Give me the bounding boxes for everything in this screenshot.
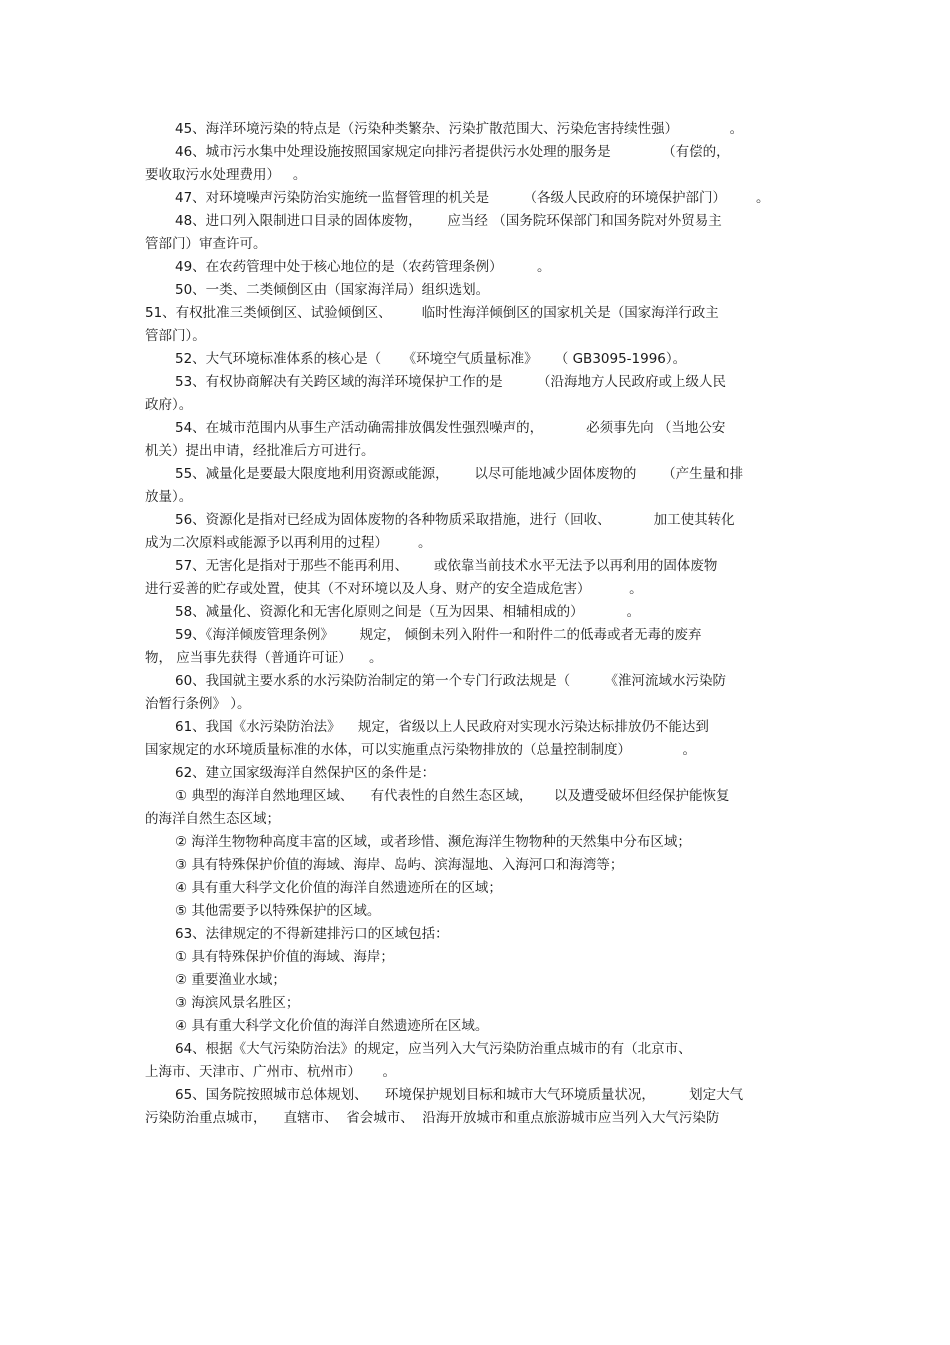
text-line: 管部门）审查许可。 (145, 236, 267, 252)
text-line: 57、无害化是指对于那些不能再利用、 或依靠当前技术水平无法予以再利用的固体废物 (175, 558, 718, 574)
text-line: 54、在城市范围内从事生产活动确需排放偶发性强烈噪声的， 必须事先向 （当地公安 (175, 420, 726, 436)
text-line: 上海市、天津市、广州市、杭州市） 。 (145, 1064, 396, 1080)
text-line: 51、有权批准三类倾倒区、试验倾倒区、 临时性海洋倾倒区的国家机关是（国家海洋行政主 (145, 305, 719, 321)
text-line: 64、根据《大气污染防治法》的规定，应当列入大气污染防治重点城市的有（北京市、 (175, 1041, 692, 1057)
text-line: 管部门）。 (145, 328, 206, 344)
text-line: 47、对环境噪声污染防治实施统一监督管理的机关是 （各级人民政府的环境保护部门） 。 (175, 190, 770, 206)
text-line: 56、资源化是指对已经成为固体废物的各种物质采取措施，进行（回收、 加工使其转化 (175, 512, 735, 528)
text-line: 58、减量化、资源化和无害化原则之间是（互为因果、相辅相成的） 。 (175, 604, 641, 620)
document-body (145, 118, 810, 1130)
text-line: ④ 具有重大科学文化价值的海洋自然遗迹所在的区域； (175, 880, 502, 896)
text-line: 62、建立国家级海洋自然保护区的条件是： (175, 765, 436, 781)
text-line: 治暂行条例》 ）。 (145, 696, 251, 712)
text-line: 机关）提出申请，经批准后方可进行。 (145, 443, 375, 459)
text-line: 污染防治重点城市， 直辖市、 省会城市、 沿海开放城市和重点旅游城市应当列入大气污染防 (145, 1110, 720, 1126)
text-line: 59、《海洋倾废管理条例》 规定， 倾倒未列入附件一和附件二的低毒或者无毒的废弃 (175, 627, 702, 643)
text-line: 49、在农药管理中处于核心地位的是（农药管理条例） 。 (175, 259, 551, 275)
text-line: 53、有权协商解决有关跨区域的海洋环境保护工作的是 （沿海地方人民政府或上级人民 (175, 374, 727, 390)
text-line: ③ 海滨风景名胜区； (175, 995, 300, 1011)
text-line: 放量）。 (145, 489, 193, 505)
text-line: 63、法律规定的不得新建排污口的区域包括： (175, 926, 449, 942)
text-line: 50、一类、二类倾倒区由（国家海洋局）组织选划。 (175, 282, 490, 298)
text-line: ① 具有特殊保护价值的海域、海岸； (175, 949, 394, 965)
text-line: 46、城市污水集中处理设施按照国家规定向排污者提供污水处理的服务是 （有偿的， (175, 144, 730, 160)
text-line: 的海洋自然生态区域； (145, 811, 280, 827)
text-line: 61、我国《水污染防治法》 规定，省级以上人民政府对实现水污染达标排放仍不能达到 (175, 719, 709, 735)
text-line: ① 典型的海洋自然地理区域、 有代表性的自然生态区域， 以及遭受破坏但经保护能恢复 (175, 788, 730, 804)
text-line: ⑤ 其他需要予以特殊保护的区域。 (175, 903, 381, 919)
text-line: 进行妥善的贮存或处置，使其（不对环境以及人身、财产的安全造成危害） 。 (145, 581, 643, 597)
text-line: ② 海洋生物物种高度丰富的区域，或者珍惜、濒危海洋生物物种的天然集中分布区域； (175, 834, 691, 850)
text-line: 52、大气环境标准体系的核心是（ 《环境空气质量标准》 （ GB3095-1996）。 (175, 351, 687, 367)
text-line: ② 重要渔业水域； (175, 972, 286, 988)
text-line: 45、海洋环境污染的特点是（污染种类繁杂、污染扩散范围大、污染危害持续性强） 。 (175, 121, 744, 137)
text-line: 48、进口列入限制进口目录的固体废物， 应当经 （国务院环保部门和国务院对外贸易主 (175, 213, 722, 229)
text-line: 成为二次原料或能源予以再利用的过程） 。 (145, 535, 432, 551)
text-line: 55、减量化是要最大限度地利用资源或能源， 以尽可能地减少固体废物的 （产生量和排 (175, 466, 744, 482)
text-line: ④ 具有重大科学文化价值的海洋自然遗迹所在区域。 (175, 1018, 489, 1034)
text-line: 60、我国就主要水系的水污染防治制定的第一个专门行政法规是（ 《淮河流域水污染防 (175, 673, 727, 689)
text-line: 65、国务院按照城市总体规划、 环境保护规划目标和城市大气环境质量状况， 划定大气 (175, 1087, 744, 1103)
text-line: 政府）。 (145, 397, 193, 413)
text-line: ③ 具有特殊保护价值的海域、海岸、岛屿、滨海湿地、入海河口和海湾等； (175, 857, 624, 873)
text-line: 要收取污水处理费用） 。 (145, 167, 307, 183)
text-line: 物， 应当事先获得（普通许可证） 。 (145, 650, 383, 666)
text-line: 国家规定的水环境质量标准的水体，可以实施重点污染物排放的（总量控制制度） 。 (145, 742, 696, 758)
